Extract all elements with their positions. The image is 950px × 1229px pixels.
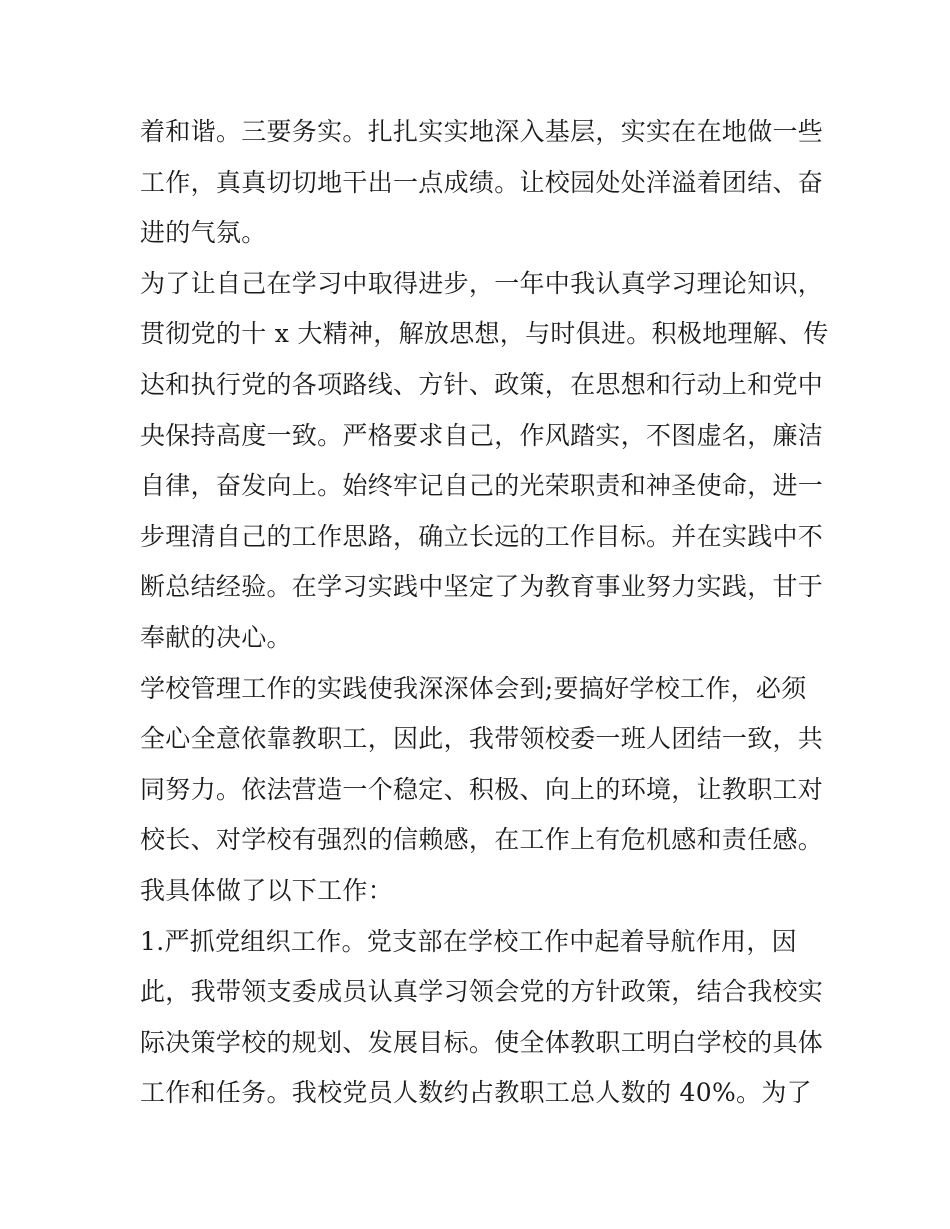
- text-line: 断总结经验。在学习实践中坚定了为教育事业努力实践，甘于: [140, 572, 824, 602]
- text-line: 工作和任务。我校党员人数约占教职工总人数的 40%。为了: [140, 1078, 812, 1108]
- text-line: 步理清自己的工作思路，确立长远的工作目标。并在实践中不: [140, 521, 824, 551]
- text-line: 奉献的决心。: [140, 622, 292, 652]
- text-line: 着和谐。三要务实。扎扎实实地深入基层，实实在在地做一些: [140, 117, 824, 146]
- text-line: 进的气氛。: [140, 218, 267, 248]
- text-line: 为了让自己在学习中取得进步，一年中我认真学习理论知识，: [140, 268, 824, 298]
- text-line: 学校管理工作的实践使我深深体会到;要搞好学校工作，必须: [140, 673, 807, 703]
- text-line: 达和执行党的各项路线、方针、政策，在思想和行动上和党中: [140, 369, 824, 399]
- text-line: 1.严抓党组织工作。党支部在学校工作中起着导航作用，因: [140, 926, 797, 956]
- text-line: 同努力。依法营造一个稳定、积极、向上的环境，让教职工对: [140, 774, 824, 804]
- text-line: 际决策学校的规划、发展目标。使全体教职工明白学校的具体: [140, 1027, 824, 1057]
- body-text: [140, 107, 830, 1119]
- text-line: 我具体做了以下工作：: [140, 875, 394, 905]
- text-line: 央保持高度一致。严格要求自己，作风踏实，不图虚名，廉洁: [140, 420, 824, 450]
- text-line: 工作，真真切切地干出一点成绩。让校园处处洋溢着团结、奋: [140, 167, 824, 197]
- text-line: 此，我带领支委成员认真学习领会党的方针政策，结合我校实: [140, 977, 824, 1007]
- text-line: 贯彻党的十 x 大精神，解放思想，与时俱进。积极地理解、传: [140, 319, 829, 349]
- text-line: 校长、对学校有强烈的信赖感，在工作上有危机感和责任感。: [140, 825, 824, 855]
- text-line: 全心全意依靠教职工，因此，我带领校委一班人团结一致，共: [140, 724, 824, 754]
- text-line: 自律，奋发向上。始终牢记自己的光荣职责和神圣使命，进一: [140, 471, 824, 501]
